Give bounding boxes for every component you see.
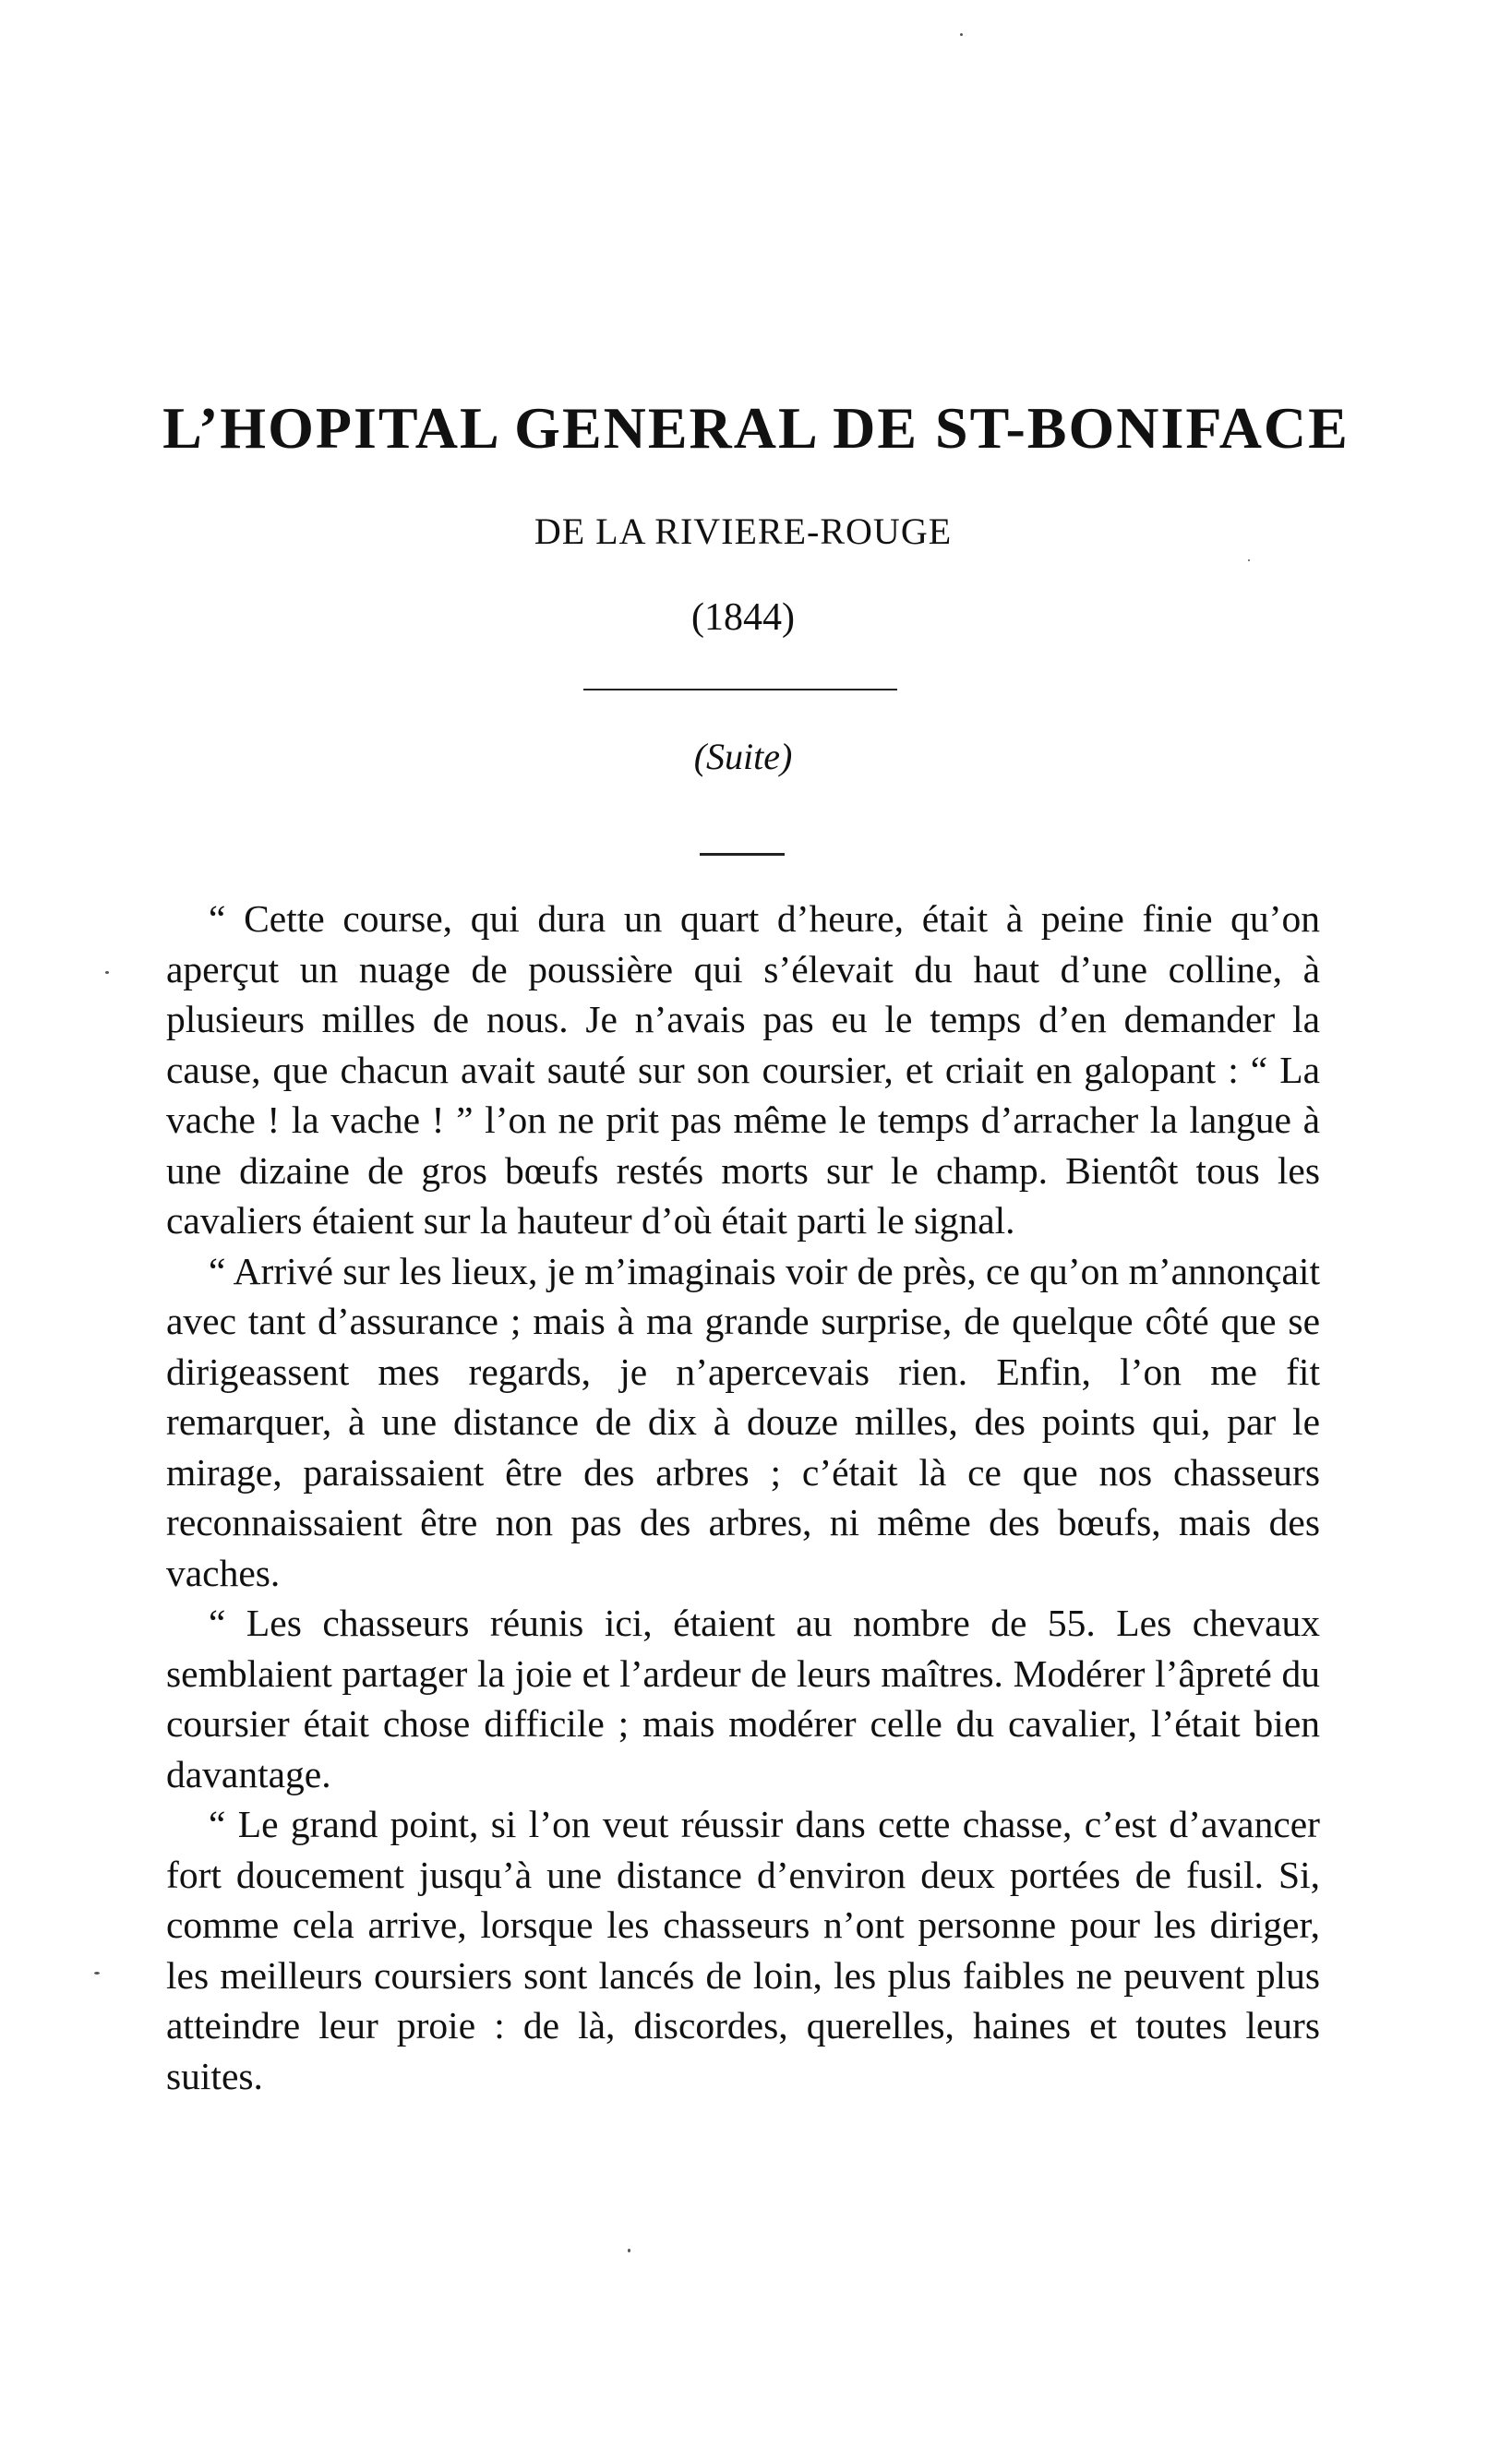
paragraph: “ Le grand point, si l’on veut réussir dans cette chasse, c’est d’avancer fort doucement jusqu’à une distance d’environ deux portées de fusil. Si, comme cela arrive, lorsque les chasseurs n’ont personne pour les diriger, les meilleurs coursiers sont lancés de loin, les plus faibles ne peuvent plus atteindre leur proie : de là, discordes, querelles, haines et toutes leurs suites.: [166, 1803, 1320, 2097]
body-text: [166, 894, 1320, 2101]
scan-speck: [1248, 559, 1250, 561]
scan-speck: [105, 971, 109, 974]
page-title: L’HOPITAL GENERAL DE ST-BONIFACE: [162, 395, 1350, 461]
year-label: (1844): [691, 596, 795, 639]
page-subtitle: DE LA RIVIERE-ROUGE: [534, 510, 953, 552]
paragraph: “ Les chasseurs réunis ici, étaient au nombre de 55. Les chevaux semblaient partager la joie et l’ardeur de leurs maîtres. Modérer l’âpreté du coursier était chose difficile ; mais modérer celle du cavalier, l’était bien davantage.: [166, 1602, 1320, 1795]
short-divider: [700, 853, 785, 856]
section-divider: [583, 689, 897, 690]
scan-speck: [960, 33, 963, 36]
scan-speck: [94, 1972, 100, 1975]
scan-speck: [628, 2249, 630, 2252]
continuation-label: (Suite): [693, 736, 793, 777]
paragraph: “ Arrivé sur les lieux, je m’imaginais voir de près, ce qu’on m’annonçait avec tant d’assurance ; mais à ma grande surprise, de quelque côté que se dirigeassent mes regards, je n’apercevais rien. Enfin, l’on me fit remarquer, à une distance de dix à douze milles, des points qui, par le mirage, paraissaient être des arbres ; c’était là ce que nos chasseurs reconnaissaient être non pas des arbres, ni même des bœufs, mais des vaches.: [166, 1249, 1320, 1594]
paragraph: “ Cette course, qui dura un quart d’heure, était à peine finie qu’on aperçut un nuage de poussière qui s’élevait du haut d’une colline, à plusieurs milles de nous. Je n’avais pas eu le temps d’en demander la cause, que chacun avait sauté sur son coursier, et criait en galopant : “ La vache ! la vache ! ” l’on ne prit pas même le temps d’arracher la langue à une dizaine de gros bœufs restés morts sur le champ. Bientôt tous les cavaliers étaient sur la hauteur d’où était parti le signal.: [166, 897, 1320, 1242]
